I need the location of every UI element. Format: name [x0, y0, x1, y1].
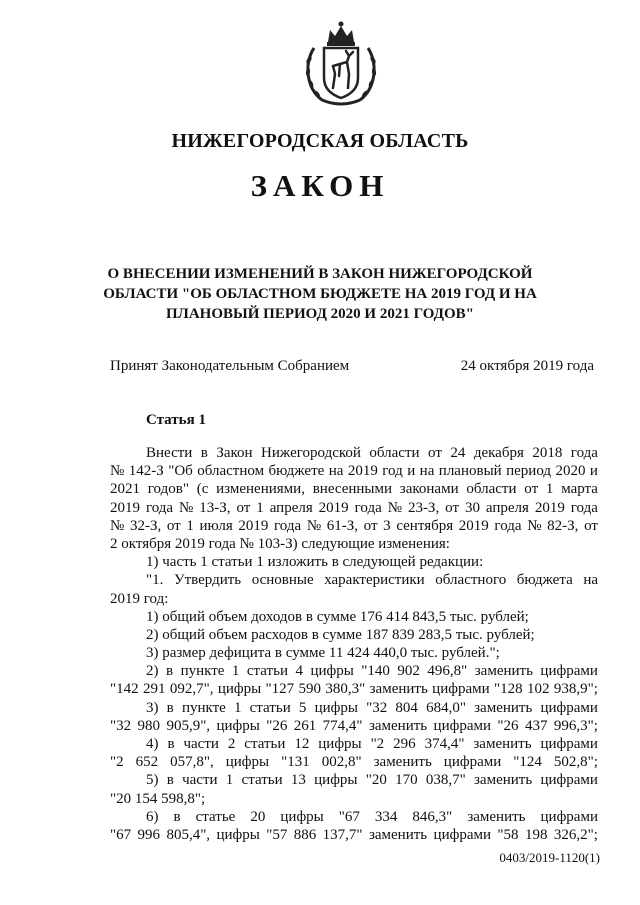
text-line: [110, 571, 598, 589]
word: области: [466, 481, 517, 498]
word: цифры: [318, 736, 362, 752]
word: 3: [383, 517, 391, 534]
word: июля: [199, 517, 233, 534]
adopted-by: Принят Законодательным Собранием: [110, 358, 350, 374]
word: 24: [450, 445, 466, 461]
word: цифрами: [433, 717, 491, 734]
word: на: [419, 463, 435, 480]
word: заменить: [474, 772, 533, 789]
word: 334: [374, 808, 398, 825]
word: 20: [250, 808, 266, 825]
word: "127: [265, 681, 295, 698]
word: года: [145, 499, 174, 516]
word: 057,8",: [170, 754, 214, 771]
word: заменить: [368, 826, 428, 843]
word: 291: [142, 681, 166, 698]
word: 5: [298, 699, 307, 716]
word: 652: [135, 754, 159, 771]
word: цифрами: [540, 808, 598, 825]
word: 5): [146, 772, 159, 789]
text-line: [110, 517, 598, 535]
word: Внести: [146, 445, 193, 461]
word: 3): [146, 699, 159, 716]
word: внесенными: [312, 481, 393, 498]
word: 038,7": [425, 772, 466, 789]
word: 1: [231, 663, 240, 680]
text-line: [110, 826, 598, 844]
word: 142-З: [128, 463, 164, 480]
word: основные: [251, 572, 314, 589]
word: 002,8": [321, 754, 362, 771]
word: марта: [561, 481, 598, 498]
word: 804: [395, 699, 418, 716]
word: 1: [233, 699, 242, 716]
word: 902: [397, 663, 420, 680]
word: на: [328, 463, 344, 480]
text-line: [110, 680, 598, 698]
word: статьи: [241, 772, 283, 789]
word: 437: [524, 717, 548, 734]
text-line: 2) общий объем расходов в сумме 187 839 283,5 тыс. рублей;: [146, 626, 535, 643]
word: статьи: [249, 699, 291, 716]
word: части: [183, 736, 219, 752]
word: "142: [110, 681, 139, 698]
text-line: [110, 753, 598, 771]
region-name: НИЖЕГОРОДСКАЯ ОБЛАСТЬ: [171, 130, 469, 152]
document-number: 0403/2019-1120(1): [499, 850, 600, 865]
text-line: [110, 480, 598, 498]
word: заменить: [473, 736, 532, 752]
word: цифрами: [540, 663, 598, 680]
word: 996,3";: [553, 717, 598, 734]
word: характеристики: [324, 572, 425, 589]
word: 1: [225, 772, 234, 789]
word: декабря: [473, 445, 524, 461]
word: "26: [266, 717, 288, 734]
word: года: [570, 445, 598, 461]
text-line: [110, 462, 598, 480]
word: 590: [298, 681, 322, 698]
law-title-line: ОБЛАСТИ "ОБ ОБЛАСТНОМ БЮДЖЕТЕ НА 2019 ГОД И НА: [103, 286, 537, 302]
word: 102: [526, 681, 550, 698]
word: от: [584, 517, 598, 534]
word: 2019: [238, 517, 269, 534]
word: законами: [399, 481, 459, 498]
article-body: [110, 444, 598, 844]
word: период: [506, 463, 552, 480]
word: "32: [110, 717, 132, 734]
word: №: [527, 517, 542, 534]
word: "26: [497, 717, 519, 734]
word: 2018: [532, 445, 563, 461]
text-line: [110, 735, 598, 753]
word: от: [236, 499, 251, 516]
word: 13: [290, 772, 306, 789]
word: цифры: [225, 754, 270, 771]
text-line: 2019 год:: [110, 590, 169, 607]
text-line: [110, 662, 598, 680]
word: "58: [497, 826, 519, 843]
word: цифры: [314, 699, 358, 716]
word: областного: [435, 572, 507, 589]
word: 137,7": [322, 826, 363, 843]
word: 2019: [318, 499, 349, 516]
word: 684,0": [426, 699, 466, 716]
adoption-date: 24 октября 2019 года: [460, 358, 594, 374]
word: годов": [147, 481, 189, 498]
word: года: [570, 499, 598, 516]
word: заменить: [474, 699, 533, 716]
word: (с: [196, 481, 209, 498]
text-line: 1) часть 1 статьи 1 изложить в следующей редакции:: [146, 554, 484, 571]
word: от: [524, 481, 539, 498]
word: 2: [227, 736, 236, 752]
word: цифры: [216, 717, 260, 734]
word: "131: [281, 754, 310, 771]
word: 502,8";: [553, 754, 598, 771]
law-title-line: ПЛАНОВЫЙ ПЕРИОД 2020 И 2021 ГОДОВ": [166, 306, 474, 322]
word: №: [306, 517, 322, 534]
word: в: [166, 772, 174, 789]
word: 2019: [347, 463, 378, 480]
word: 1: [256, 499, 264, 516]
word: 2019: [534, 499, 565, 516]
word: 092,7",: [169, 681, 214, 698]
word: 846,3": [412, 808, 453, 825]
word: 938,9";: [553, 681, 598, 698]
word: на: [583, 572, 598, 589]
word: от: [166, 517, 181, 534]
word: 2021: [110, 481, 140, 498]
word: 4: [295, 663, 303, 680]
word: "1.: [146, 572, 164, 589]
word: 886: [293, 826, 317, 843]
word: цифры: [310, 663, 354, 680]
word: цифры: [280, 808, 324, 825]
word: в: [165, 663, 174, 680]
word: 1: [186, 517, 194, 534]
word: цифрами: [433, 826, 491, 843]
text-line: [110, 717, 598, 735]
word: сентября: [396, 517, 454, 534]
word: "57: [266, 826, 288, 843]
word: 905,9",: [166, 717, 211, 734]
word: 30: [464, 499, 480, 516]
word: заменить: [373, 754, 432, 771]
word: заменить: [474, 663, 533, 680]
word: "2: [110, 754, 124, 771]
word: 261: [293, 717, 317, 734]
word: в: [167, 736, 175, 752]
word: №: [110, 517, 125, 534]
text-line: [110, 499, 598, 517]
word: 13-З,: [199, 499, 231, 516]
text-line: [110, 444, 598, 462]
word: статьи: [244, 736, 286, 752]
word: пункте: [180, 663, 225, 680]
word: в: [200, 445, 208, 461]
word: апреля: [485, 499, 529, 516]
word: "128: [493, 681, 523, 698]
word: Нижегородской: [261, 445, 361, 461]
text-line: [110, 771, 598, 789]
word: бюджета: [516, 572, 573, 589]
article-heading: Статья 1: [146, 412, 206, 428]
word: цифрами: [432, 681, 490, 698]
text-line: [110, 699, 598, 717]
word: "Об: [168, 463, 193, 480]
word: заменить: [368, 717, 428, 734]
word: 805,4",: [166, 826, 211, 843]
word: статье: [195, 808, 236, 825]
word: "32: [366, 699, 388, 716]
word: года: [274, 517, 302, 534]
word: цифры: [217, 681, 262, 698]
word: 374,4": [424, 736, 465, 752]
word: №: [179, 499, 194, 516]
word: 6): [146, 808, 159, 825]
word: цифрами: [540, 772, 598, 789]
word: заменить: [467, 808, 526, 825]
word: 61-З,: [326, 517, 359, 534]
word: 2020: [555, 463, 586, 480]
law-title-line: О ВНЕСЕНИИ ИЗМЕНЕНИЙ В ЗАКОН НИЖЕГОРОДСКОЙ: [107, 266, 533, 282]
word: "20: [365, 772, 387, 789]
word: области: [369, 445, 420, 461]
word: "67: [110, 826, 132, 843]
word: "140: [361, 663, 390, 680]
word: областном: [197, 463, 265, 480]
word: цифрами: [540, 699, 598, 716]
word: 326,2";: [553, 826, 598, 843]
text-line: "20 154 598,8";: [110, 790, 206, 807]
word: год: [382, 463, 403, 480]
word: 1: [545, 481, 554, 498]
word: в: [166, 699, 174, 716]
text-line: 1) общий объем доходов в сумме 176 414 843,5 тыс. рублей;: [146, 608, 529, 625]
word: от: [428, 445, 442, 461]
word: 32-З,: [129, 517, 162, 534]
coat-of-arms-icon: [300, 18, 382, 110]
document-type: ЗАКОН: [250, 168, 390, 203]
word: Утвердить: [173, 572, 242, 589]
word: 2019: [110, 499, 140, 516]
word: "2: [370, 736, 385, 752]
word: "124: [513, 754, 542, 771]
word: 198: [524, 826, 548, 843]
word: цифры: [314, 772, 358, 789]
word: 23-З,: [407, 499, 440, 516]
text-line: [110, 808, 598, 826]
word: и: [407, 463, 416, 480]
word: части: [182, 772, 218, 789]
word: заменить: [369, 681, 428, 698]
word: пункте: [181, 699, 226, 716]
word: 774,4": [322, 717, 363, 734]
word: и: [589, 463, 598, 480]
word: года: [354, 499, 382, 516]
word: от: [363, 517, 378, 534]
word: цифрами: [443, 754, 502, 771]
word: в: [173, 808, 181, 825]
word: №: [110, 463, 125, 480]
word: цифры: [216, 826, 260, 843]
word: 380,3": [325, 681, 366, 698]
word: №: [387, 499, 402, 516]
law-title: [90, 264, 550, 324]
word: 4): [146, 736, 159, 752]
word: статьи: [246, 663, 288, 680]
word: плановый: [438, 463, 502, 480]
word: 12: [294, 736, 310, 752]
word: апреля: [269, 499, 313, 516]
text-line: 2 октября 2019 года № 103-З) следующие изменения:: [110, 535, 450, 552]
word: бюджете: [268, 463, 325, 480]
word: 496,8": [427, 663, 468, 680]
word: 82-З,: [547, 517, 579, 534]
word: 996: [137, 826, 161, 843]
word: Закон: [216, 445, 253, 461]
text-line: 3) размер дефицита в сумме 11 424 440,0 тыс. рублей.";: [146, 645, 500, 662]
word: от: [445, 499, 459, 516]
word: года: [494, 517, 522, 534]
word: 2): [146, 663, 159, 680]
word: 2019: [458, 517, 489, 534]
word: изменениями,: [216, 481, 305, 498]
word: "67: [338, 808, 360, 825]
word: 170: [395, 772, 418, 789]
word: 296: [393, 736, 416, 752]
word: цифрами: [540, 736, 598, 752]
word: 980: [137, 717, 161, 734]
